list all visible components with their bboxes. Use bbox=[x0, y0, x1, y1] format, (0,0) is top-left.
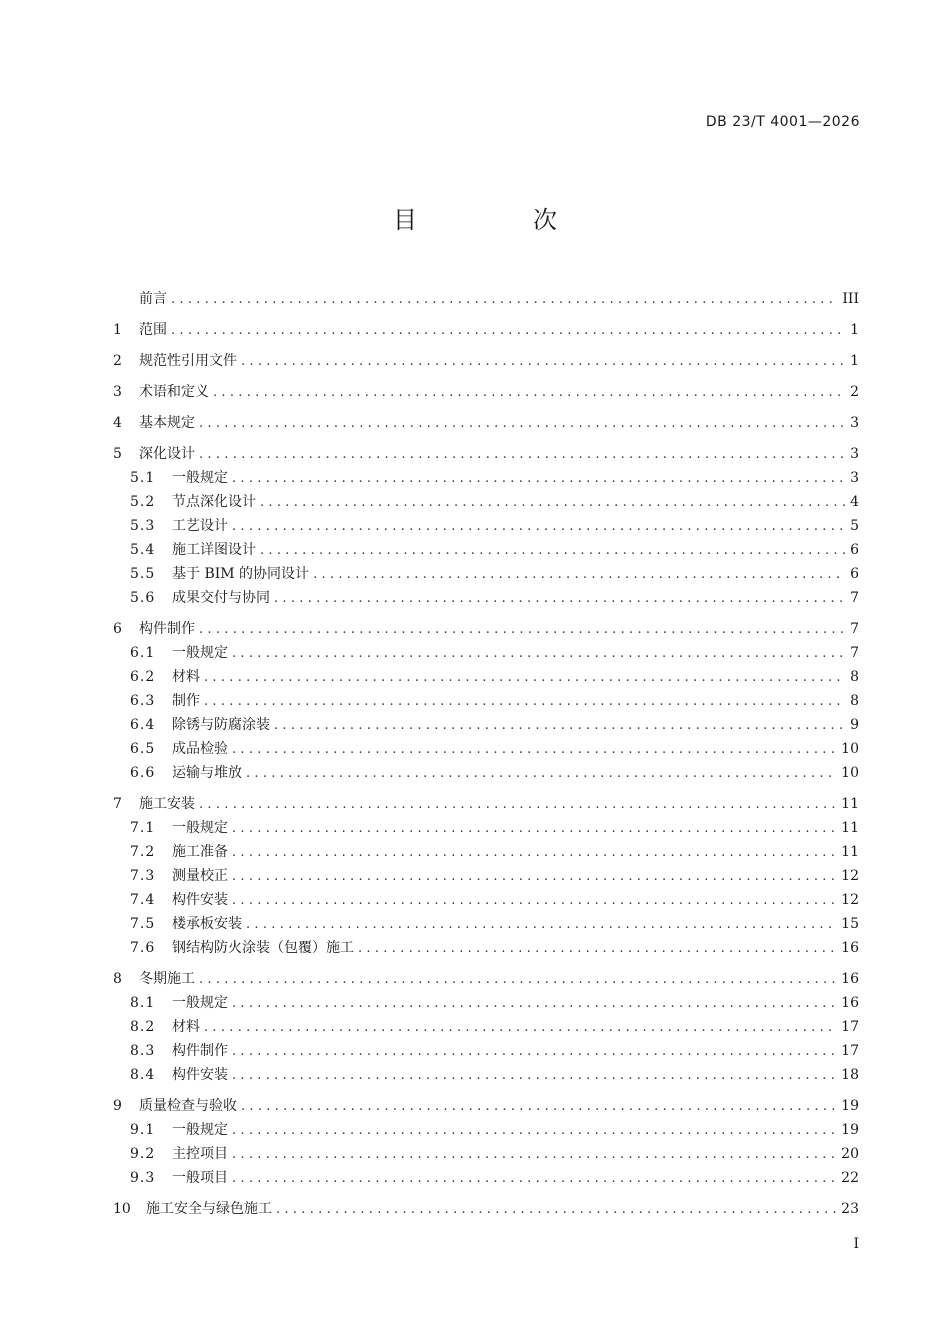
toc-leader-dots bbox=[260, 491, 845, 514]
toc-entry[interactable] bbox=[113, 442, 859, 466]
toc-entry-page: 20 bbox=[841, 1146, 859, 1162]
toc-entry-page: 3 bbox=[850, 446, 859, 462]
toc-entry-number: 7.3 bbox=[130, 868, 156, 884]
toc-subentry[interactable] bbox=[113, 816, 859, 840]
toc-entry-page: 11 bbox=[841, 796, 859, 812]
page-title: 目 次 bbox=[393, 206, 603, 234]
toc-leader-dots bbox=[274, 587, 845, 610]
toc-leader-dots bbox=[232, 889, 837, 912]
toc-leader-dots bbox=[232, 642, 845, 665]
toc-entry-label: 材料 bbox=[172, 669, 200, 685]
toc-leader-dots bbox=[232, 467, 845, 490]
toc-entry-page: 7 bbox=[850, 621, 859, 637]
toc-entry-number: 7.4 bbox=[130, 892, 156, 908]
toc-leader-dots bbox=[232, 992, 837, 1015]
toc-entry-label: 节点深化设计 bbox=[172, 494, 256, 510]
toc-entry-number: 8.4 bbox=[130, 1067, 156, 1083]
toc-entry-label: 制作 bbox=[172, 693, 200, 709]
table-of-contents bbox=[113, 287, 859, 1221]
toc-entry-label: 测量校正 bbox=[172, 868, 228, 884]
toc-leader-dots bbox=[213, 381, 845, 404]
toc-entry-number: 6.1 bbox=[130, 645, 156, 661]
toc-entry-label: 施工安装 bbox=[139, 796, 195, 812]
toc-entry-label: 规范性引用文件 bbox=[139, 353, 237, 369]
toc-entry-page: 12 bbox=[841, 868, 859, 884]
toc-leader-dots bbox=[232, 1167, 837, 1190]
toc-entry-page: 10 bbox=[841, 765, 859, 781]
toc-entry-number: 7.6 bbox=[130, 940, 156, 956]
toc-entry-number: 9 bbox=[113, 1098, 122, 1114]
toc-leader-dots bbox=[204, 1016, 837, 1039]
toc-entry-page: 17 bbox=[841, 1043, 859, 1059]
toc-leader-dots bbox=[199, 968, 837, 991]
toc-leader-dots bbox=[232, 865, 837, 888]
toc-entry-number: 8 bbox=[113, 971, 122, 987]
toc-entry-number: 5.6 bbox=[130, 590, 156, 606]
toc-subentry[interactable] bbox=[113, 1015, 859, 1039]
toc-subentry[interactable] bbox=[113, 1142, 859, 1166]
toc-entry-page: 16 bbox=[841, 971, 859, 987]
toc-entry-number: 9.3 bbox=[130, 1170, 156, 1186]
toc-entry-number: 5.2 bbox=[130, 494, 156, 510]
toc-entry-page: 18 bbox=[841, 1067, 859, 1083]
toc-entry-number: 5.5 bbox=[130, 566, 156, 582]
toc-entry[interactable] bbox=[113, 1197, 859, 1221]
toc-subentry[interactable] bbox=[113, 665, 859, 689]
toc-entry-page: 15 bbox=[841, 916, 859, 932]
toc-subentry[interactable] bbox=[113, 1063, 859, 1087]
toc-entry-label: 基本规定 bbox=[139, 415, 195, 431]
toc-entry-page: 6 bbox=[850, 566, 859, 582]
toc-entry-page: 16 bbox=[841, 940, 859, 956]
toc-leader-dots bbox=[232, 817, 837, 840]
toc-subentry[interactable] bbox=[113, 737, 859, 761]
toc-entry-number: 5.4 bbox=[130, 542, 156, 558]
toc-entry-label: 范围 bbox=[139, 322, 167, 338]
toc-entry-page: 1 bbox=[850, 353, 859, 369]
toc-entry-number: 8.1 bbox=[130, 995, 156, 1011]
toc-entry-page: 12 bbox=[841, 892, 859, 908]
toc-leader-dots bbox=[232, 1143, 837, 1166]
toc-leader-dots bbox=[232, 1064, 837, 1087]
toc-subentry[interactable] bbox=[113, 840, 859, 864]
toc-entry-page: 10 bbox=[841, 741, 859, 757]
toc-leader-dots bbox=[246, 913, 837, 936]
toc-subentry[interactable] bbox=[113, 761, 859, 785]
toc-entry-page: 5 bbox=[850, 518, 859, 534]
toc-entry-label: 一般规定 bbox=[172, 820, 228, 836]
toc-entry-page: 7 bbox=[850, 645, 859, 661]
toc-entry-number: 8.2 bbox=[130, 1019, 156, 1035]
toc-entry[interactable] bbox=[113, 318, 859, 342]
toc-entry-number: 6.6 bbox=[130, 765, 156, 781]
toc-leader-dots bbox=[276, 1198, 837, 1221]
toc-entry-label: 基于 BIM 的协同设计 bbox=[172, 566, 310, 582]
toc-entry-page: 16 bbox=[841, 995, 859, 1011]
toc-subentry[interactable] bbox=[113, 466, 859, 490]
toc-entry-number: 9.1 bbox=[130, 1122, 156, 1138]
toc-entry-page: 23 bbox=[841, 1201, 859, 1217]
toc-entry-page: 2 bbox=[850, 384, 859, 400]
toc-subentry[interactable] bbox=[113, 562, 859, 586]
toc-entry-label: 钢结构防火涂装（包覆）施工 bbox=[172, 940, 354, 956]
toc-entry-label: 施工详图设计 bbox=[172, 542, 256, 558]
toc-entry-label: 工艺设计 bbox=[172, 518, 228, 534]
toc-subentry[interactable] bbox=[113, 641, 859, 665]
toc-leader-dots bbox=[171, 288, 838, 311]
toc-leader-dots bbox=[313, 563, 845, 586]
toc-entry[interactable] bbox=[113, 1094, 859, 1118]
toc-entry-number: 5.3 bbox=[130, 518, 156, 534]
toc-entry-label: 一般规定 bbox=[172, 645, 228, 661]
toc-subentry[interactable] bbox=[113, 1118, 859, 1142]
toc-entry[interactable] bbox=[113, 967, 859, 991]
toc-entry-number: 4 bbox=[113, 415, 122, 431]
toc-entry-label: 构件制作 bbox=[139, 621, 195, 637]
toc-leader-dots bbox=[204, 690, 845, 713]
toc-entry-label: 前言 bbox=[139, 291, 167, 307]
toc-entry-page: 19 bbox=[841, 1122, 859, 1138]
toc-entry[interactable] bbox=[113, 411, 859, 435]
toc-subentry[interactable] bbox=[113, 1039, 859, 1063]
toc-subentry[interactable] bbox=[113, 1166, 859, 1190]
toc-entry-page: 8 bbox=[850, 693, 859, 709]
toc-leader-dots bbox=[358, 937, 837, 960]
toc-entry-label: 成品检验 bbox=[172, 741, 228, 757]
toc-entry-label: 成果交付与协同 bbox=[172, 590, 270, 606]
toc-leader-dots bbox=[232, 1040, 837, 1063]
toc-entry-number: 6.5 bbox=[130, 741, 156, 757]
toc-subentry[interactable] bbox=[113, 586, 859, 610]
toc-entry-page: 11 bbox=[841, 820, 859, 836]
toc-entry-label: 一般项目 bbox=[172, 1170, 228, 1186]
toc-entry-label: 材料 bbox=[172, 1019, 200, 1035]
toc-entry-number: 6 bbox=[113, 621, 122, 637]
toc-entry-page: 22 bbox=[841, 1170, 859, 1186]
toc-subentry[interactable] bbox=[113, 689, 859, 713]
toc-entry-number: 3 bbox=[113, 384, 122, 400]
toc-entry-number: 6.4 bbox=[130, 717, 156, 733]
toc-entry-number: 9.2 bbox=[130, 1146, 156, 1162]
toc-subentry[interactable] bbox=[113, 936, 859, 960]
toc-leader-dots bbox=[199, 443, 845, 466]
toc-entry-page: 7 bbox=[850, 590, 859, 606]
toc-subentry[interactable] bbox=[113, 514, 859, 538]
toc-entry-page: 11 bbox=[841, 844, 859, 860]
toc-entry-page: 9 bbox=[850, 717, 859, 733]
toc-entry-page: 19 bbox=[841, 1098, 859, 1114]
toc-entry-page: 3 bbox=[850, 470, 859, 486]
toc-entry-label: 施工安全与绿色施工 bbox=[146, 1201, 272, 1217]
toc-entry-label: 一般规定 bbox=[172, 1122, 228, 1138]
toc-entry-label: 施工准备 bbox=[172, 844, 228, 860]
toc-entry-number: 2 bbox=[113, 353, 122, 369]
toc-entry-page: III bbox=[842, 291, 859, 307]
toc-entry-number: 1 bbox=[113, 322, 122, 338]
toc-entry-label: 构件安装 bbox=[172, 892, 228, 908]
toc-entry-label: 术语和定义 bbox=[139, 384, 209, 400]
toc-entry-number: 10 bbox=[113, 1201, 131, 1217]
toc-entry-page: 17 bbox=[841, 1019, 859, 1035]
toc-entry-page: 3 bbox=[850, 415, 859, 431]
toc-leader-dots bbox=[246, 762, 837, 785]
document-code: DB 23/T 4001—2026 bbox=[705, 114, 860, 130]
toc-entry-label: 冬期施工 bbox=[139, 971, 195, 987]
toc-subentry[interactable] bbox=[113, 713, 859, 737]
toc-subentry[interactable] bbox=[113, 888, 859, 912]
toc-entry-number: 7.1 bbox=[130, 820, 156, 836]
toc-entry-number: 7.2 bbox=[130, 844, 156, 860]
toc-entry-label: 除锈与防腐涂装 bbox=[172, 717, 270, 733]
toc-leader-dots bbox=[204, 666, 845, 689]
toc-subentry[interactable] bbox=[113, 864, 859, 888]
toc-entry[interactable] bbox=[113, 349, 859, 373]
toc-entry-label: 楼承板安装 bbox=[172, 916, 242, 932]
toc-entry-page: 8 bbox=[850, 669, 859, 685]
toc-leader-dots bbox=[232, 841, 837, 864]
toc-leader-dots bbox=[232, 738, 837, 761]
toc-entry-label: 主控项目 bbox=[172, 1146, 228, 1162]
toc-entry-number: 6.2 bbox=[130, 669, 156, 685]
toc-entry[interactable] bbox=[113, 617, 859, 641]
toc-entry[interactable] bbox=[113, 380, 859, 404]
toc-entry-label: 构件制作 bbox=[172, 1043, 228, 1059]
toc-entry-page: 6 bbox=[850, 542, 859, 558]
toc-subentry[interactable] bbox=[113, 991, 859, 1015]
toc-entry-number: 6.3 bbox=[130, 693, 156, 709]
toc-entry-label: 构件安装 bbox=[172, 1067, 228, 1083]
toc-leader-dots bbox=[241, 1095, 837, 1118]
toc-leader-dots bbox=[232, 1119, 837, 1142]
toc-entry[interactable] bbox=[113, 792, 859, 816]
toc-subentry[interactable] bbox=[113, 490, 859, 514]
toc-entry-label: 运输与堆放 bbox=[172, 765, 242, 781]
toc-entry-page: 1 bbox=[850, 322, 859, 338]
toc-leader-dots bbox=[232, 515, 845, 538]
toc-entry-number: 7 bbox=[113, 796, 122, 812]
toc-leader-dots bbox=[171, 319, 845, 342]
toc-subentry[interactable] bbox=[113, 912, 859, 936]
toc-leader-dots bbox=[260, 539, 845, 562]
toc-entry-label: 质量检查与验收 bbox=[139, 1098, 237, 1114]
page-number: I bbox=[853, 1236, 859, 1252]
toc-entry-number: 5.1 bbox=[130, 470, 156, 486]
toc-leader-dots bbox=[199, 412, 845, 435]
toc-entry-page: 4 bbox=[850, 494, 859, 510]
toc-leader-dots bbox=[274, 714, 845, 737]
toc-leader-dots bbox=[199, 618, 845, 641]
toc-leader-dots bbox=[241, 350, 845, 373]
toc-entry-number: 7.5 bbox=[130, 916, 156, 932]
toc-entry-label: 深化设计 bbox=[139, 446, 195, 462]
toc-leader-dots bbox=[199, 793, 837, 816]
toc-entry-label: 一般规定 bbox=[172, 995, 228, 1011]
toc-entry-label: 一般规定 bbox=[172, 470, 228, 486]
toc-entry-number: 5 bbox=[113, 446, 122, 462]
toc-entry-number: 8.3 bbox=[130, 1043, 156, 1059]
toc-entry[interactable] bbox=[113, 287, 859, 311]
toc-subentry[interactable] bbox=[113, 538, 859, 562]
